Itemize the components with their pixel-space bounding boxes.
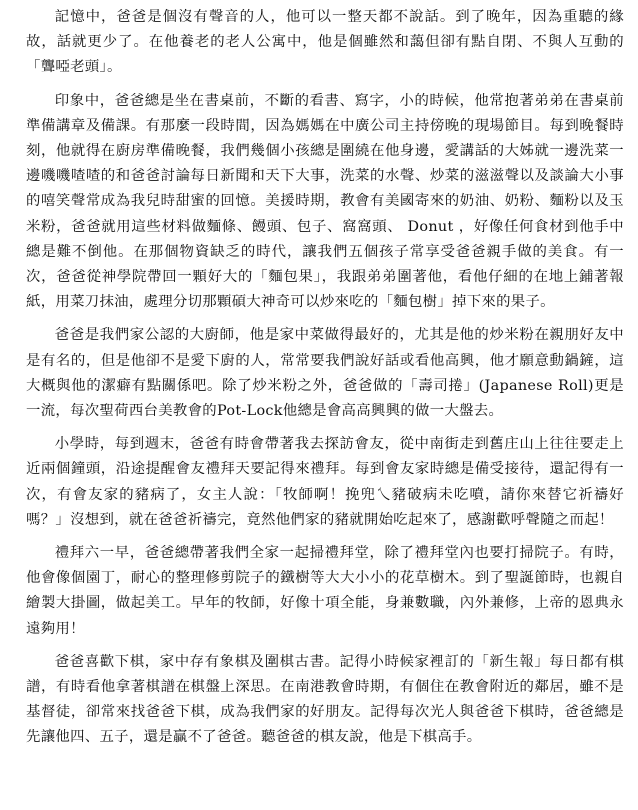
paragraph-3: 爸爸是我們家公認的大廚師，他是家中菜做得最好的，尤其是他的炒米粉在親朋好友中是有名的，但是他卻不是愛下廚的人，常常要我們說好話或看他高興，他才願意動鍋鏟，這大概與他的潔癖有點關係吧。除了炒米粉之外，爸爸做的「壽司捲」(Japanese Roll)更是一流，每次聖荷西台美教會的Pot-Lock他總是會高高興興的做一大盤去。 [26,327,624,420]
paragraph-1: 記憶中，爸爸是個沒有聲音的人，他可以一整天都不說話。到了晚年，因為重聽的緣故，話就更少了。在他養老的老人公寓中，他是個雖然和藹但卻有點自閉、不與人互動的「聾啞老頭」。 [26,9,624,76]
paragraph-2: 印象中，爸爸總是坐在書桌前，不斷的看書、寫字，小的時候，他常抱著弟弟在書桌前準備講章及備課。有那麼一段時間，因為媽媽在中廣公司主持傍晚的現場節目。每到晚餐時刻，他就得在廚房準備晚餐，我們幾個小孩總是圍繞在他身邊，愛講話的大姊就一邊洗菜一邊嘰嘰喳喳的和爸爸討論每日新聞和天下大事，洗菜的水聲、炒菜的滋滋聲以及談論大小事的嘻笑聲常成為我兒時甜蜜的回憶。美援時期，教會有美國寄來的奶油、奶粉、麵粉以及玉米粉，爸爸就用這些材料做麵條、饅頭、包子、窩窩頭、 Donut ，好像任何食材到他手中總是難不倒他。在那個物資缺乏的時代，讓我們五個孩子常享受爸爸親手做的美食。有一次，爸爸從神學院帶回一顆好大的「麵包果」，我跟弟弟圍著他，看他仔細的在地上鋪著報紙，用菜刀抹油，處理分切那顆碩大神奇可以炒來吃的「麵包樹」掉下來的果子。 [26,92,624,311]
paragraph-6: 爸爸喜歡下棋，家中存有象棋及圍棋古書。記得小時候家裡訂的「新生報」每日都有棋譜，有時看他拿著棋譜在棋盤上深思。在南港教會時期，有個住在教會附近的鄰居，雖不是基督徒，卻常來找爸爸下棋，成為我們家的好朋友。記得每次光人與爸爸下棋時，爸爸總是先讓他四、五子，還是贏不了爸爸。聽爸爸的棋友說，他是下棋高手。 [26,653,624,746]
paragraph-5: 禮拜六一早，爸爸總帶著我們全家一起掃禮拜堂，除了禮拜堂內也要打掃院子。有時，他會像個園丁，耐心的整理修剪院子的鐵樹等大大小小的花草樹木。到了聖誕節時，也親自繪製大掛圖，做起美工。早年的牧師，好像十項全能，身兼數職，內外兼修，上帝的恩典永遠夠用！ [26,545,624,637]
paragraph-4: 小學時，每到週末，爸爸有時會帶著我去探訪會友，從中南街走到舊庄山上往往要走上近兩個鐘頭，沿途提醒會友禮拜天要記得來禮拜。每到會友家時總是備受接待，還記得有一次，有會友家的豬病了，女主人說：「牧師啊！挽兜乀豬破病未吃噴，請你來替它祈禱好嗎？」沒想到，就在爸爸祈禱完，竟然他們家的豬就開始吃起來了，感謝歡呼聲隨之而起！ [26,436,624,528]
